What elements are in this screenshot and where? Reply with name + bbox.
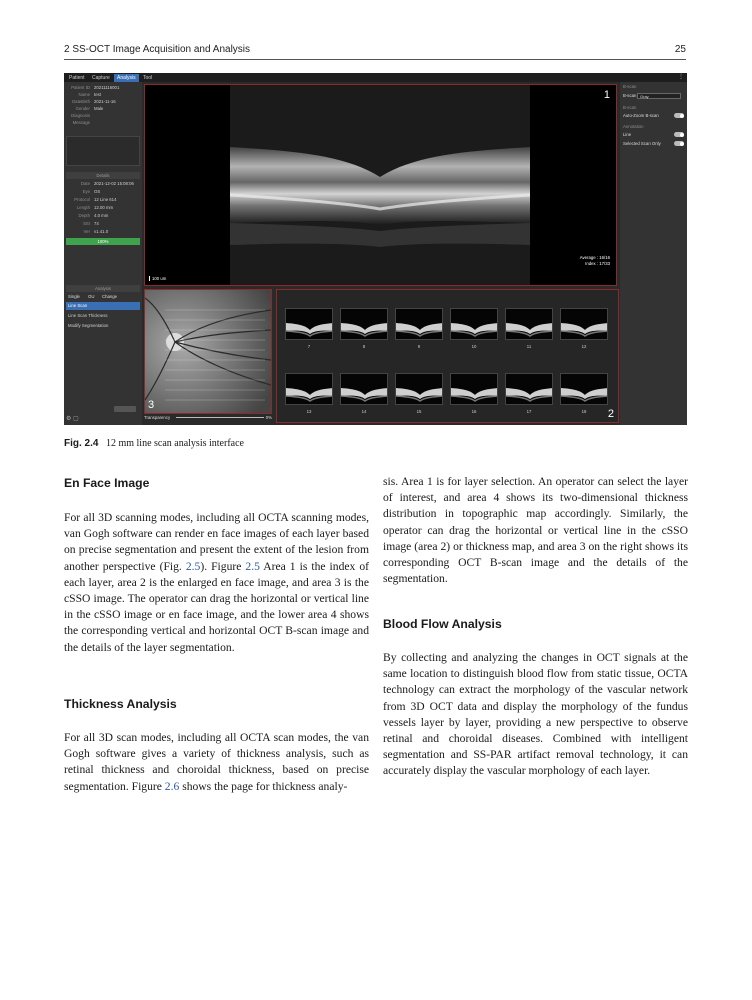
- info-row: DateBirth 2021-11-16: [72, 99, 116, 104]
- bscan-color-row: B-scan Gray: [623, 93, 684, 99]
- fig-ref-link[interactable]: 2.6: [164, 779, 180, 793]
- segment-tabs: [68, 294, 140, 302]
- tab-ou: OU: [88, 294, 95, 299]
- info-row: Name test: [78, 92, 101, 97]
- caption-label: Fig. 2.4: [64, 438, 99, 449]
- running-header-section: 2 SS-OCT Image Acquisition and Analysis: [64, 44, 251, 55]
- running-header: [64, 44, 686, 60]
- info-row: Protocol 12 Line 614: [74, 197, 117, 202]
- heading-en-face-image: En Face Image: [64, 476, 150, 490]
- thumbnail-label: 9: [417, 344, 421, 349]
- bscan-view-area-1: [144, 84, 617, 286]
- bscan-thumbnail: [340, 308, 388, 340]
- bscan-thumbnail: [505, 373, 553, 405]
- thumbnail-label: 13: [306, 409, 312, 414]
- status-bar: 100%: [66, 238, 140, 245]
- info-row: SSI 74: [83, 221, 99, 226]
- thumbnail-label: 18: [581, 409, 587, 414]
- line-row: Line: [623, 132, 684, 138]
- paragraph-blood-flow: By collecting and analyzing the changes in OCT signals at the same location to distinguish blood flow from static tissue, OCTA technology can extract the morphology of the vascular network from 3D OCT data and display the morphology of the fundus vessels layer by layer, providing a new perspective to observe retinal and choroidal diseases. Combined with intelligent segmentation and SS-PAR artifact removal technology, it can accurately display the vascular morphology of each layer.: [383, 651, 688, 778]
- bscan-index: Index : 17/33: [585, 261, 610, 266]
- right-settings-panel: [620, 82, 687, 425]
- bscan-average: Average : 16/16: [579, 255, 610, 260]
- tab-tool: Tool: [143, 75, 153, 81]
- rp-section-annotation: Annotation: [623, 124, 644, 129]
- transparency-slider: [144, 413, 272, 423]
- paragraph-thickness-continued: sis. Area 1 is for layer selection. An operator can select the layer of interest, and area 4 shows its two-dimensional thickness distribution in topographic map accordingly. Similarly, the operator can drag the horizontal or vertical line in the cSSO image (area 2) or thickness map, and area 3 on the right shows its corresponding OCT B-scan image and the details of the segmentation.: [383, 475, 688, 586]
- bscan-thumbnail: [560, 373, 608, 405]
- transparency-label: Transparency: [144, 415, 171, 420]
- header-rule: [64, 59, 686, 60]
- bscan-thumbnail: [285, 308, 333, 340]
- thumbnail-label: 11: [526, 344, 532, 349]
- selected-only-row: Selected Scan Only: [623, 141, 684, 147]
- list-item-line-scan: Line Scan: [66, 302, 140, 310]
- tab-change: Change: [102, 294, 118, 299]
- heading-thickness-analysis: Thickness Analysis: [64, 697, 177, 711]
- bscan-thumbnail: [395, 373, 443, 405]
- line-toggle: [674, 132, 684, 137]
- thumbnail-label: 16: [471, 409, 477, 414]
- fig-ref-link[interactable]: 2.5: [185, 559, 201, 573]
- bscan-thumbnail: [395, 308, 443, 340]
- info-row: Message: [72, 120, 90, 125]
- info-row: Length 12.00 mm: [76, 205, 114, 210]
- figure-software-interface: [64, 73, 687, 425]
- list-item-modify-segmentation: Modify Segmentation: [68, 323, 109, 328]
- area-label-1: 1: [603, 89, 610, 101]
- details-section-title: Details: [66, 172, 140, 179]
- figure-tab-bar: [64, 73, 687, 82]
- analysis-section-title: Analysis: [66, 285, 140, 292]
- auto-zoom-toggle: [674, 113, 684, 118]
- selected-only-toggle: [674, 141, 684, 146]
- info-row: Date 2021-12-02 15:08:06: [80, 181, 134, 186]
- menu-dots-icon: ⋮: [678, 74, 684, 80]
- thumbnail-label: 15: [416, 409, 422, 414]
- bscan-thumbnail: [450, 373, 498, 405]
- notes-box: [66, 136, 140, 166]
- thumbnail-label: 14: [361, 409, 367, 414]
- paragraph-en-face: For all 3D scanning modes, including all OCTA scanning modes, van Gogh software can render en face images of each layer based on precise segmentation and present the extent of the lesion from another perspective (Fig. 2.5). Figure 2.5 Area 1 is the index of each layer, area 2 is the enlarged en face image, and area 3 is the cSSO image. The operator can drag the horizontal or vertical line in the cSSO image or en face image, and the lower area 4 shows the corresponding vertical and horizontal OCT B-scan image and the details of the layer segmentation.: [64, 511, 369, 654]
- tab-single: Single: [68, 294, 80, 299]
- info-row: Patient ID 20211116001: [71, 85, 120, 90]
- auto-zoom-row: Auto-Zoom B-scan: [623, 113, 684, 119]
- thumbnail-label: 10: [471, 344, 477, 349]
- bscan-scalebar: 100 um: [149, 276, 166, 281]
- bscan-thumbnail: [285, 373, 333, 405]
- heading-blood-flow-analysis: Blood Flow Analysis: [383, 617, 502, 631]
- fundus-image: [145, 290, 271, 413]
- page-number: 25: [674, 44, 686, 55]
- bscan-thumbnail: [560, 308, 608, 340]
- left-info-panel: [64, 82, 142, 425]
- figure-caption: [64, 438, 244, 449]
- rp-section-bscan-2: B-scan: [623, 105, 637, 110]
- info-row: Gender Male: [75, 106, 104, 111]
- tab-analysis: Analysis: [114, 74, 139, 82]
- bscan-thumbnail: [505, 308, 553, 340]
- bscan-color-select: Gray: [637, 93, 681, 99]
- area-label-2: 2: [607, 408, 614, 420]
- thumbnail-label: 12: [581, 344, 587, 349]
- bscan-average-index: [580, 255, 610, 267]
- list-item-line-scan-thickness: Line Scan Thickness: [68, 313, 108, 318]
- panel-button: [114, 406, 136, 412]
- bscan-image: [145, 85, 616, 285]
- info-row: Ver v1.41.0: [83, 229, 109, 234]
- thumbnail-label: 17: [526, 409, 532, 414]
- thumbnail-label: 7: [307, 344, 311, 349]
- thumbnail-label: 8: [362, 344, 366, 349]
- caption-text: 12 mm line scan analysis interface: [105, 438, 244, 449]
- area-label-3: 3: [148, 399, 155, 411]
- csso-fundus-image-area-3: [144, 289, 272, 414]
- transparency-track: [176, 417, 264, 418]
- info-row: Diagnosis: [71, 113, 90, 118]
- tab-patient: Patient: [69, 75, 85, 81]
- paragraph-thickness: For all 3D scan modes, including all OCTA scan modes, the van Gogh software gives a variety of thickness analysis, such as retinal thickness and choroidal thickness, based on precise segmentation. Figure 2.6 shows the page for thickness analy-: [64, 731, 369, 793]
- info-row: Depth 4.0 mm: [78, 213, 109, 218]
- bscan-thumbnail: [450, 308, 498, 340]
- rp-section-bscan: B-scan: [623, 84, 637, 89]
- fig-ref-link[interactable]: 2.5: [245, 559, 260, 573]
- settings-icon: ⚙ ▢: [66, 416, 79, 422]
- bscan-thumbnail: [340, 373, 388, 405]
- info-row: Eye OS: [82, 189, 101, 194]
- tab-capture: Capture: [92, 75, 110, 81]
- bscan-thumbnails-area-2: [276, 289, 619, 423]
- transparency-value: 0%: [265, 415, 272, 420]
